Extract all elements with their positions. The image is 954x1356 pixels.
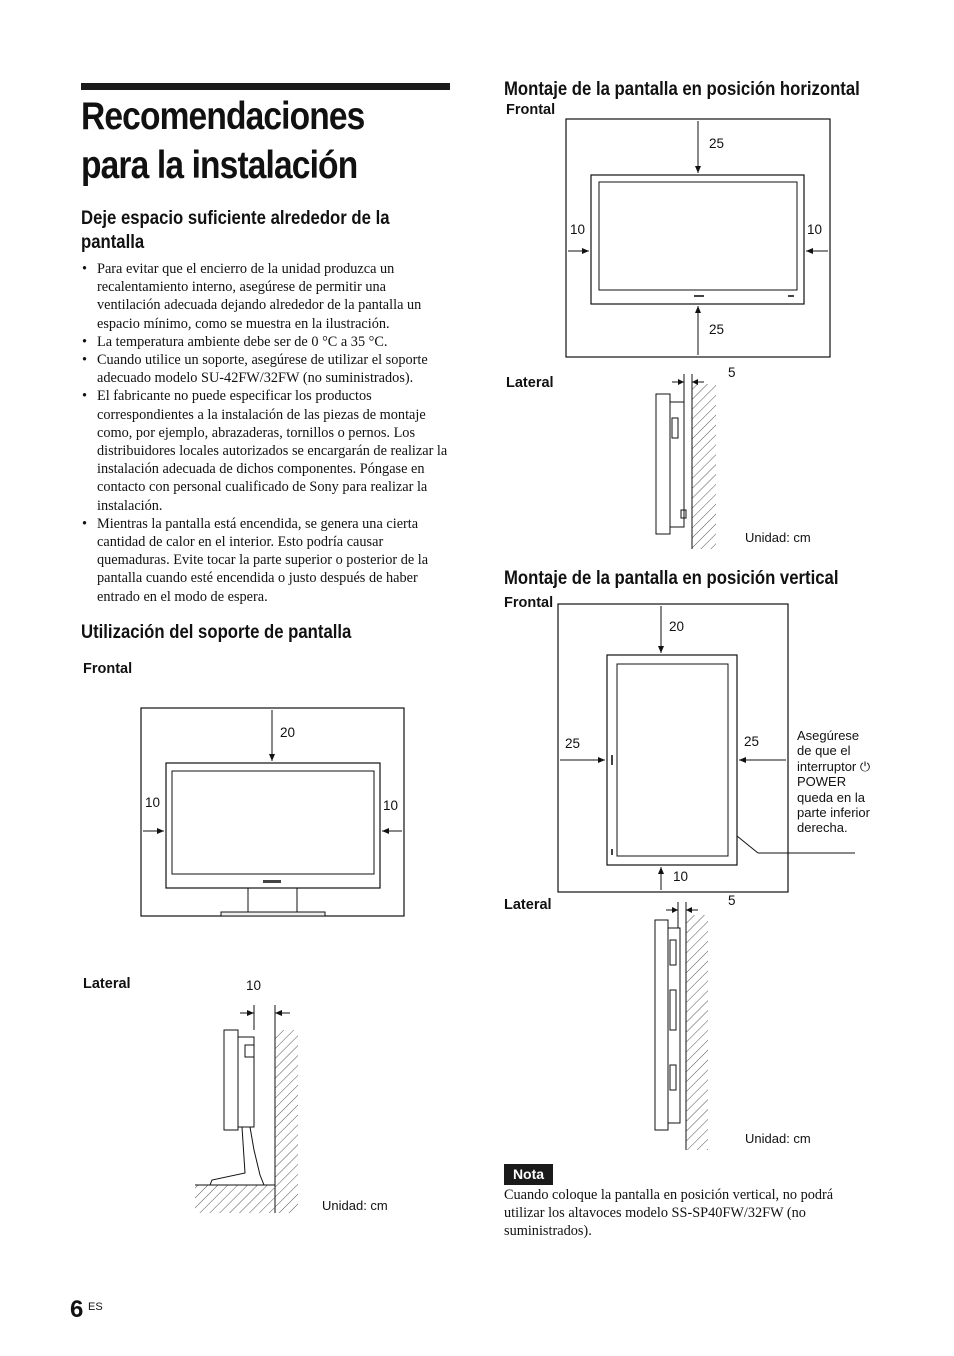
section-heading-stand: Utilización del soporte de pantalla [81, 622, 352, 643]
horizontal-side-label: Lateral [506, 375, 554, 391]
horizontal-dim-side: 5 [728, 365, 736, 380]
section-heading-horizontal: Montaje de la pantalla en posición horizontal [504, 79, 860, 100]
stand-unit-label: Unidad: cm [322, 1198, 388, 1213]
stand-dim-left: 10 [145, 795, 161, 810]
horizontal-dim-left: 10 [570, 222, 586, 237]
vertical-dim-left: 25 [565, 736, 581, 751]
stand-side-diagram [190, 975, 305, 1215]
vertical-dim-top: 20 [669, 619, 685, 634]
list-item: • El fabricante no puede especificar los productos correspondientes a la instalación de las piezas de montaje como, por ejemplo, abrazaderas, tornillos o pernos. Los distribuidores locales autorizados se encargarán de realizar la instalación adecuada de dichos componentes. Póngase en contacto con personal cualificado de Sony para realizar la instalación. [81, 387, 453, 514]
power-switch-note: Asegúrese de que el interruptor ⏻ POWER queda en la parte inferior derecha. [797, 728, 871, 836]
stand-dim-side: 10 [246, 978, 262, 993]
vertical-dim-bottom: 10 [673, 869, 689, 884]
horizontal-dim-right: 10 [807, 222, 823, 237]
list-item: • Mientras la pantalla está encendida, se genera una cierta cantidad de calor en el interior. Esto podría causar quemaduras. Evite tocar la parte superior o posterior de la pantalla cuando esté encendida o justo después de haber entrado en el modo de espera. [81, 515, 453, 606]
page-number: 6 [70, 1296, 84, 1323]
horizontal-side-diagram [640, 362, 760, 552]
list-item: • Para evitar que el encierro de la unidad produzca un recalentamiento interno, asegúrese de permitir una ventilación adecuada dejando alrededor de la pantalla un espacio mínimo, como se muestra en la ilustración. [81, 260, 453, 333]
note-badge: Nota [504, 1164, 553, 1185]
note-text: Cuando coloque la pantalla en posición vertical, no podrá utilizar los altavoces modelo SS-SP40FW/32FW (no suministrados). [504, 1187, 834, 1240]
stand-dim-right: 10 [383, 798, 399, 813]
vertical-front-label: Frontal [504, 595, 554, 611]
horizontal-front-label: Frontal [506, 102, 556, 118]
vertical-dim-right: 25 [744, 734, 760, 749]
vertical-dim-side: 5 [728, 893, 736, 908]
page-title: Recomendaciones para la instalación [81, 95, 365, 187]
section-heading-clearance: Deje espacio suficiente alrededor de la pantalla [81, 208, 390, 253]
page-language-code: ES [88, 1301, 103, 1313]
horizontal-front-diagram [560, 115, 835, 363]
clearance-bullet-list [81, 260, 453, 606]
vertical-unit-label: Unidad: cm [745, 1131, 811, 1146]
horizontal-dim-bottom: 25 [709, 322, 725, 337]
list-item: • La temperatura ambiente debe ser de 0 °C a 35 °C. [81, 333, 453, 351]
section-heading-vertical: Montaje de la pantalla en posición vertical [504, 568, 839, 589]
list-item: • Cuando utilice un soporte, asegúrese de utilizar el soporte adecuado modelo SU-42FW/32FW (no suministrados). [81, 351, 453, 387]
title-rule [81, 83, 450, 90]
stand-side-label: Lateral [83, 976, 131, 992]
stand-front-diagram [135, 700, 415, 925]
horizontal-unit-label: Unidad: cm [745, 530, 811, 545]
vertical-side-label: Lateral [504, 897, 552, 913]
stand-dim-top: 20 [280, 725, 296, 740]
stand-front-label: Frontal [83, 661, 133, 677]
vertical-side-diagram [640, 890, 760, 1152]
horizontal-dim-top: 25 [709, 136, 725, 151]
